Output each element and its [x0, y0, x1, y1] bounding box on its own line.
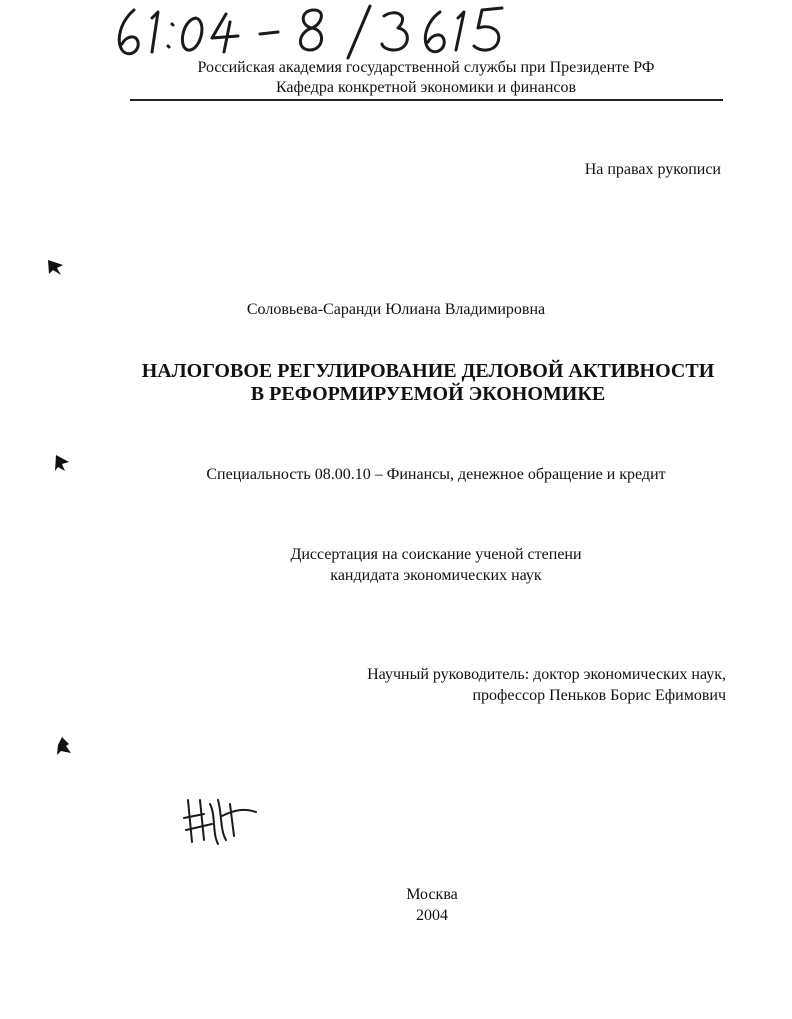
city: Москва: [406, 886, 458, 903]
dissertation-title-line-2: В РЕФОРМИРУЕМОЙ ЭКОНОМИКЕ: [250, 383, 606, 405]
author-name: Соловьева-Саранди Юлиана Владимировна: [246, 301, 546, 318]
handwritten-stamp-icon: [112, 0, 512, 66]
academy-name: Российская академия государственной службы при Президенте РФ: [197, 59, 655, 76]
supervisor-line-1: Научный руководитель: доктор экономических наук,: [367, 666, 726, 683]
header-divider: [130, 99, 723, 101]
dissertation-degree-line-1: Диссертация на соискание ученой степени: [290, 546, 582, 563]
specialty: Специальность 08.00.10 – Финансы, денежное обращение и кредит: [206, 466, 666, 483]
dissertation-degree-line-2: кандидата экономических наук: [330, 567, 542, 584]
margin-bullet-icon: [45, 256, 67, 278]
supervisor-line-2: профессор Пеньков Борис Ефимович: [472, 687, 726, 704]
department-name: Кафедра конкретной экономики и финансов: [275, 79, 577, 96]
handwritten-signature: [182, 796, 262, 848]
margin-bullet-icon: [53, 735, 75, 757]
year: 2004: [416, 907, 448, 924]
rights-notice: На правах рукописи: [584, 161, 721, 178]
archive-stamp-number: [112, 0, 512, 66]
dissertation-title-line-1: НАЛОГОВОЕ РЕГУЛИРОВАНИЕ ДЕЛОВОЙ АКТИВНОСТИ: [141, 360, 715, 382]
